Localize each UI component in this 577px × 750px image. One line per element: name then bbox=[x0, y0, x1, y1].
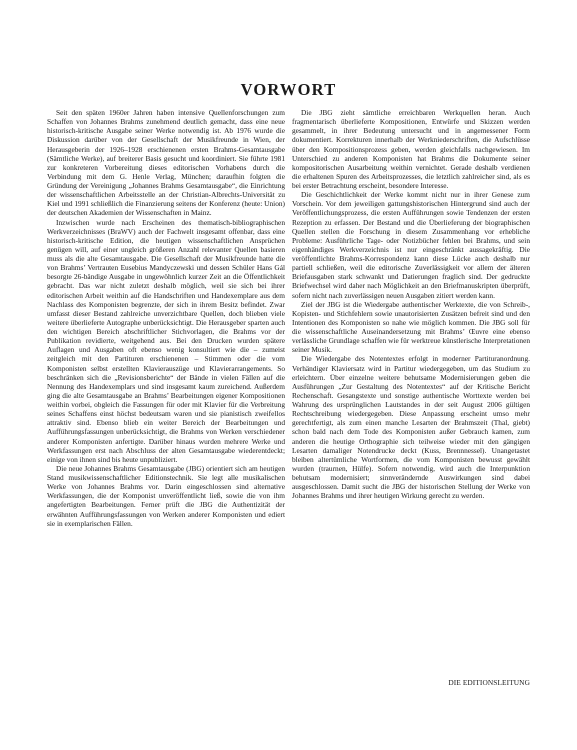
signature: DIE EDITIONSLEITUNG bbox=[448, 678, 530, 687]
paragraph: Ziel der JBG ist die Wiedergabe authentischer Werktexte, die von Schreib-, Kopisten- und Stichfehlern sowie unautorisierten Zusätzen befreit sind und den Intentionen des Komponisten so nahe wie möglich kommen. Die JBG soll für die wissenschaftliche Auseinandersetzung mit Brahms’ Œuvre eine ebenso verlässliche Grundlage schaffen wie für werktreue künstlerische Interpretationen seiner Musik. bbox=[292, 299, 530, 355]
right-column bbox=[292, 108, 530, 500]
left-column bbox=[47, 108, 285, 528]
paragraph: Inzwischen wurde nach Erscheinen des thematisch-bibliographischen Werkverzeichnisses (BraWV) auch der Fachwelt insgesamt offenbar, dass eine historisch-kritische Edition, die heutigen wissenschaftlichen Ansprüchen genügen will, auf einer ungleich größeren Anzahl relevanter Quellen basieren muss als die alte Gesamtausgabe. Die Gesellschaft der Musikfreunde hatte die von Brahms’ Vertrauten Eusebius Mandyczewski und dessen Schüler Hans Gál besorgte 26-bändige Ausgabe in ungewöhnlich kurzer Zeit an die Öffentlichkeit gebracht. Das war nicht zuletzt deshalb möglich, weil sie sich bei ihrer editorischen Arbeit weithin auf die Handschriften und Handexemplare aus dem Nachlass des Komponisten begrenzte, der sich in ihrem Besitz befindet. Zwar umfasst dieser Bestand zahlreiche unverzichtbare Quellen, doch blieben viele weitere überlieferte Autographe unberücksichtigt. Die Herausgeber sparten auch den wichtigen Bereich abschriftlicher Stichvorlagen, die Brahms vor der Publikation revidierte, weitgehend aus. Bei den Drucken wurden spätere Auflagen und Ausgaben oft ebenso wenig konsultiert wie die – zumeist zeitgleich mit den Partituren erschienenen – Stimmen oder die vom Komponisten selbst erstellten Klavierauszüge und Klavierarrangements. So beschränken sich die „Revisionsberichte“ der Bände in vielen Fällen auf die Nennung des Handexemplars und sind insgesamt kaum zureichend. Außerdem ging die alte Gesamtausgabe an Brahms’ Bearbeitungen eigener Kompositionen weithin vorbei, obgleich die Fassungen für oder mit Klavier für die Verbreitung seines Schaffens einst höchst bedeutsam waren und sie pianistisch zweifellos attraktiv sind. Ebenso blieb ein weiter Bereich der Bearbeitungen und Aufführungsfassungen unberücksichtigt, die Brahms von Werken verschiedener anderer Komponisten anfertigte. Darüber hinaus wurden mehrere Werke und Werkfassungen erst nach Abschluss der alten Gesamtausgabe wiederentdeckt; einige von ihnen sind bis heute unpubliziert. bbox=[47, 217, 285, 464]
paragraph: Die Geschichtlichkeit der Werke kommt nicht nur in ihrer Genese zum Vorschein. Vor dem jeweiligen gattungshistorischen Hintergrund sind auch der Veröffentlichungsprozess, die ersten Aufführungen sowie Tendenzen der ersten Rezeption zu erfassen. Der Bestand und die Überlieferung der biographischen Quellen stellen die Forschung in diesem Zusammenhang vor erhebliche Probleme: Ausführliche Tage- oder Notizbücher fehlen bei Brahms, und sein eigenhändiges Werkverzeichnis ist nur eingeschränkt aussagekräftig. Die veröffentlichte Brahms-Korrespondenz kann diese Lücke auch deshalb nur partiell schließen, weil die editorische Zuverlässigkeit vor allem der älteren Briefausgaben stark schwankt und Datierungen fraglich sind. Der gedruckte Briefwechsel wird daher nach Möglichkeit an den Briefmanuskripten überprüft, sofern nicht nach zuverlässigen neuen Ausgaben zitiert werden kann. bbox=[292, 190, 530, 300]
paragraph: Die Wiedergabe des Notentextes erfolgt in moderner Partituranordnung. Verhändiger Klaviersatz wird in Partitur wiedergegeben, um das Studium zu erleichtern. Über einzelne weitere behutsame Modernisierungen geben die Ausführungen „Zur Gestaltung des Notentextes“ auf der Kritische Bericht Rechenschaft. Gesangstexte und sonstige authentische Worttexte werden bei Wahrung des ursprünglichen Lautstandes in der seit August 2006 gültigen Rechtschreibung wiedergegeben. Diese Anpassung erscheint umso mehr gerechtfertigt, als zum einen manche Lesarten der Brahmszeit (Thal, giebt) schon bald nach dem Tode des Komponisten außer Gebrauch kamen, zum anderen die heutige Orthographie sich teilweise wieder mit den gängigen Lesarten damaliger Notendrucke deckt (Kuss, Brennnessel). Unangetastet bleiben altertümliche Wortformen, die vom Komponisten bewusst gewählt wurden (traurnen, Hülfe). Sofern notwendig, wird auch die Interpunktion behutsam modernisiert; sinnverändernde Auswirkungen sind dabei ausgeschlossen. Damit sucht die JBG der historischen Stellung der Werke von Johannes Brahms und ihrer heutigen Wirkung gerecht zu werden. bbox=[292, 354, 530, 501]
paragraph: Die neue Johannes Brahms Gesamtausgabe (JBG) orientiert sich am heutigen Stand musikwissenschaftlicher Editionstechnik. Sie legt alle musikalischen Werke von Johannes Brahms vor. Darin eingeschlossen sind alternative Werkfassungen, die der Komponist unveröffentlicht ließ, sowie die von ihm angefertigten Bearbeitungen. Ferner prüft die JBG die Authentizität der erwähnten Aufführungsfassungen von Werken anderer Komponisten und ediert sie in exemplarischen Fällen. bbox=[47, 463, 285, 528]
page-title: VORWORT bbox=[240, 80, 337, 99]
paragraph: Die JBG zieht sämtliche erreichbaren Werkquellen heran. Auch fragmentarisch überlieferte Kompositionen, Entwürfe und Skizzen werden gesammelt, in ihrer Bedeutung untersucht und in angemessener Form dokumentiert. Korrekturen innerhalb der Werkniederschriften, die Aufschlüsse über den Kompositionsprozess geben, werden gleichfalls nachgewiesen. Im Unterschied zu anderen Komponisten hat Brahms die Dokumente seiner kompositorischen Ausarbeitung weithin vernichtet. Gerade deshalb verdienen die erhaltenen Spuren des Arbeitsprozesses, die letztlich zahlreicher sind, als es bei erster Betrachtung erscheint, besondere Interesse. bbox=[292, 108, 530, 190]
paragraph: Seit den späten 1960er Jahren haben intensive Quellenforschungen zum Schaffen von Johannes Brahms zunehmend deutlich gemacht, dass eine neue historisch-kritische Ausgabe seiner Werke notwendig ist. Ab 1976 wurde die Diskussion darüber von der Gesellschaft der Musikfreunde in Wien, der Herausgeberin der 1926–1928 erschienenen ersten Brahms-Gesamtausgabe (Sämtliche Werke), auf breiterer Basis gesucht und koordiniert. Sie führte 1981 zur konkreteren Vorbereitung dieses editorischen Vorhabens durch die Verbindung mit dem G. Henle Verlag, München; daraufhin folgten die Gründung der Vereinigung „Johannes Brahms Gesamtausgabe“, die Einrichtung der wissenschaftlichen Arbeitsstelle an der Christian-Albrechts-Universität zu Kiel und 1991 schließlich die Finanzierung seitens der Konferenz (heute: Union) der deutschen Akademien der Wissenschaften in Mainz. bbox=[47, 108, 285, 218]
